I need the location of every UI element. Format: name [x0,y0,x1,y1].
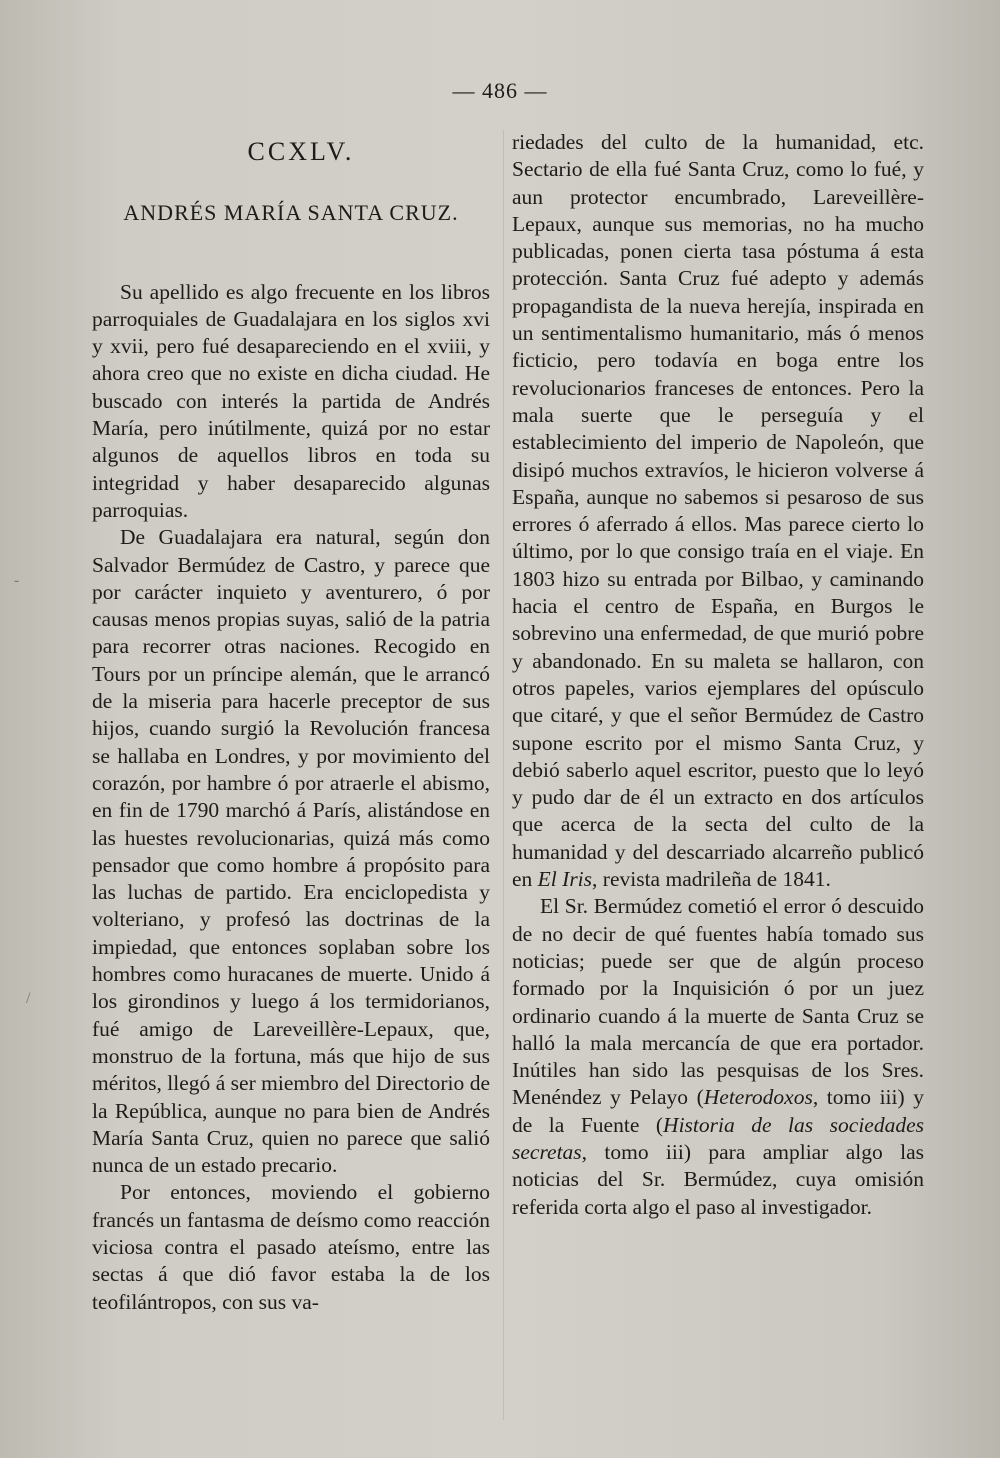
book-title: Historia de las sociedades secretas [512,1112,924,1164]
paragraph: Por entonces, moviendo el gobierno francés un fantasma de deísmo como reacción viciosa contra el pasado ateísmo, entre las sectas á que dió favor estaba la de los teofilántropos, con sus va- [92,1180,490,1314]
page-number: — 486 — [452,78,548,103]
paragraph: Su apellido es algo frecuente en los libros parroquiales de Guadalajara en los siglos xvi y xvii, pero fué desapareciendo en el xviii, y ahora creo que no existe en dicha ciudad. He buscado con interés la partida de Andrés María, pero inútilmente, quizá por no estar algunos de aquellos libros en toda su integridad y haber desaparecido algunas parroquias. [92,279,490,522]
column-divider [503,130,504,1420]
chapter-title: ANDRÉS MARÍA SANTA CRUZ. [123,200,459,226]
paragraph: De Guadalajara era natural, según don Salvador Bermúdez de Castro, y parece que por carácter inquieto y aventurero, ó por causas menos propias suyas, salió de la patria para recorrer otras naciones. Recogido en Tours por un príncipe alemán, que le arrancó de la miseria para hacerle preceptor de sus hijos, cuando surgió la Revolución francesa se hallaba en Londres, y por movimiento del corazón, por hambre ó por atraerle el abismo, en fin de 1790 marchó á París, alistándose en las huestes revolucionarias, quizá más como pensador que como hombre á propósito para las luchas de partido. Era enciclopedista y volteriano, y profesó las doctrinas de la impiedad, que entonces soplaban sobre los hombres como huracanes de muerte. Unido á los girondinos y luego á los termidorianos, fué amigo de Lareveillère-Lepaux, que, monstruo de la fortuna, más que hijo de sus méritos, llegó á ser miembro del Directorio de la República, aunque no para bien de Andrés María Santa Cruz, quien no parece que salió nunca de un estado precario. [92,525,490,1178]
right-column [512,129,924,1221]
paragraph-text: , revista madrileña de 1841. [592,867,831,892]
periodical-title: El Iris [537,867,593,892]
book-title: Heterodoxos [703,1085,813,1110]
paragraph-text: , tomo iii) para ampliar algo las noticias del Sr. Bermúdez, cuya omisión referida corta algo el paso al investigador. [512,1139,924,1219]
chapter-number: CCXLV. [247,137,355,166]
paragraph-text: , tomo iii) y de la Fuente ( [512,1085,925,1137]
margin-mark: / [26,990,31,1007]
paragraph-text: riedades del culto de la humanidad, etc. Sectario de ella fué Santa Cruz, como lo fué, y aun protector encumbrado, Lareveillère-Lepaux, aunque sus memorias, no ha mucho publicadas, ponen cierta tasa póstuma á esta protección. Santa Cruz fué adepto y además propagandista de la nueva herejía, inspirada en un sentimentalismo humanitario, más ó menos ficticio, pero todavía en boga entre los revolucionarios franceses de entonces. Pero la mala suerte que le perseguía y el establecimiento del imperio de Napoleón, que disipó muchos extravíos, le hicieron volverse á España, aunque no sabemos si pesaroso de sus errores ó aferrado á ellos. Mas parece cierto lo último, por lo que consigo traía en el viaje. En 1803 hizo su entrada por Bilbao, y caminando hacia el centro de España, en Burgos le sobrevino una enfermedad, de que murió pobre y abandonado. En su maleta se hallaron, con otros papeles, varios ejemplares del opúsculo que citaré, y que el señor Bermúdez de Castro supone escrito por el mismo Santa Cruz, y debió saberlo aquel escritor, puesto que lo leyó y pudo dar de él un extracto en dos artículos que acerca de la secta del culto de la humanidad y del descarriado alcarreño publicó en [512,130,924,892]
paragraph [512,893,924,1221]
paragraph [512,129,924,893]
margin-mark: - [14,572,20,589]
left-column [92,132,490,1316]
paragraph-text: El Sr. Bermúdez cometió el error ó descuido de no decir de qué fuentes había tomado sus noticias; puede ser que de algún proceso formado por la Inquisición ó por un juez ordinario cuando á la muerte de Santa Cruz se halló la mala mercancía de que era portador. Inútiles han sido las pesquisas de los Sres. Menéndez y Pelayo ( [512,894,924,1110]
